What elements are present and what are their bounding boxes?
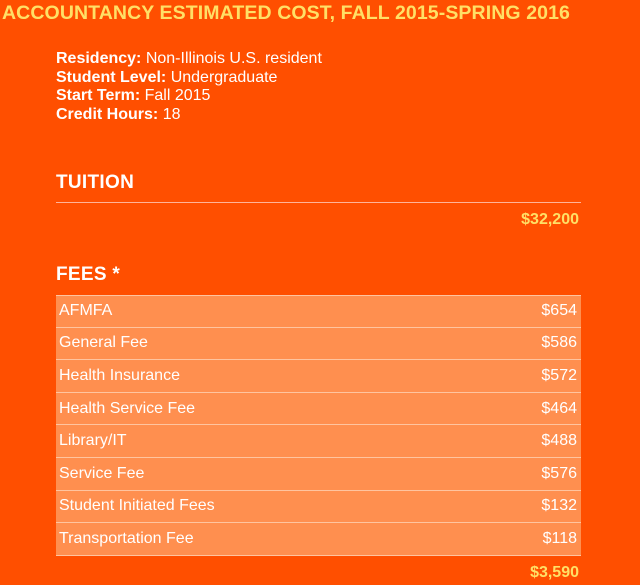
fee-amount: $654 (541, 302, 577, 320)
fee-row-library-it (56, 425, 581, 458)
fee-name: Health Insurance (59, 366, 180, 384)
info-label: Start Term: (56, 87, 141, 104)
tuition-divider (56, 202, 581, 203)
fee-row-student-initiated (56, 491, 581, 524)
fee-row-service (56, 458, 581, 491)
fee-name: AFMFA (59, 302, 113, 320)
fee-row-general (56, 328, 581, 361)
fee-amount: $118 (542, 529, 577, 547)
info-row-start-term (56, 87, 322, 106)
fee-row-afmfa (56, 295, 581, 328)
fee-row-transportation (56, 523, 581, 556)
fee-name: General Fee (59, 334, 148, 352)
fee-row-health-service (56, 393, 581, 426)
info-value: Fall 2015 (144, 87, 211, 104)
fee-amount: $464 (541, 399, 577, 417)
page-title: ACCOUNTANCY ESTIMATED COST, FALL 2015-SPRING 2016 (2, 2, 570, 24)
fee-amount: $576 (541, 464, 577, 482)
info-label: Credit Hours: (56, 105, 159, 123)
info-label: Student Level: (56, 68, 167, 86)
info-row-credit-hours (56, 106, 322, 125)
fee-amount: $586 (541, 334, 577, 352)
fee-name: Transportation Fee (59, 529, 194, 547)
info-value: Undergraduate (170, 68, 278, 86)
fee-amount: $488 (541, 432, 577, 450)
fee-name: Library/IT (59, 432, 127, 450)
info-value: 18 (162, 105, 181, 123)
fee-amount: $572 (541, 366, 577, 384)
fee-name: Service Fee (59, 464, 145, 482)
fees-heading: FEES * (56, 264, 121, 285)
tuition-heading: TUITION (56, 172, 135, 193)
info-row-student-level (56, 69, 322, 88)
fee-name: Student Initiated Fees (59, 497, 215, 515)
fee-name: Health Service Fee (59, 399, 196, 417)
student-info (56, 50, 322, 124)
info-row-residency (56, 50, 322, 69)
fee-amount: $132 (541, 497, 577, 515)
tuition-total: $32,200 (521, 211, 579, 228)
info-label: Residency: (56, 50, 142, 67)
info-value: Non-Illinois U.S. resident (145, 50, 322, 67)
fees-total: $3,590 (530, 564, 579, 581)
fee-row-health-insurance (56, 360, 581, 393)
fees-table (56, 295, 581, 556)
